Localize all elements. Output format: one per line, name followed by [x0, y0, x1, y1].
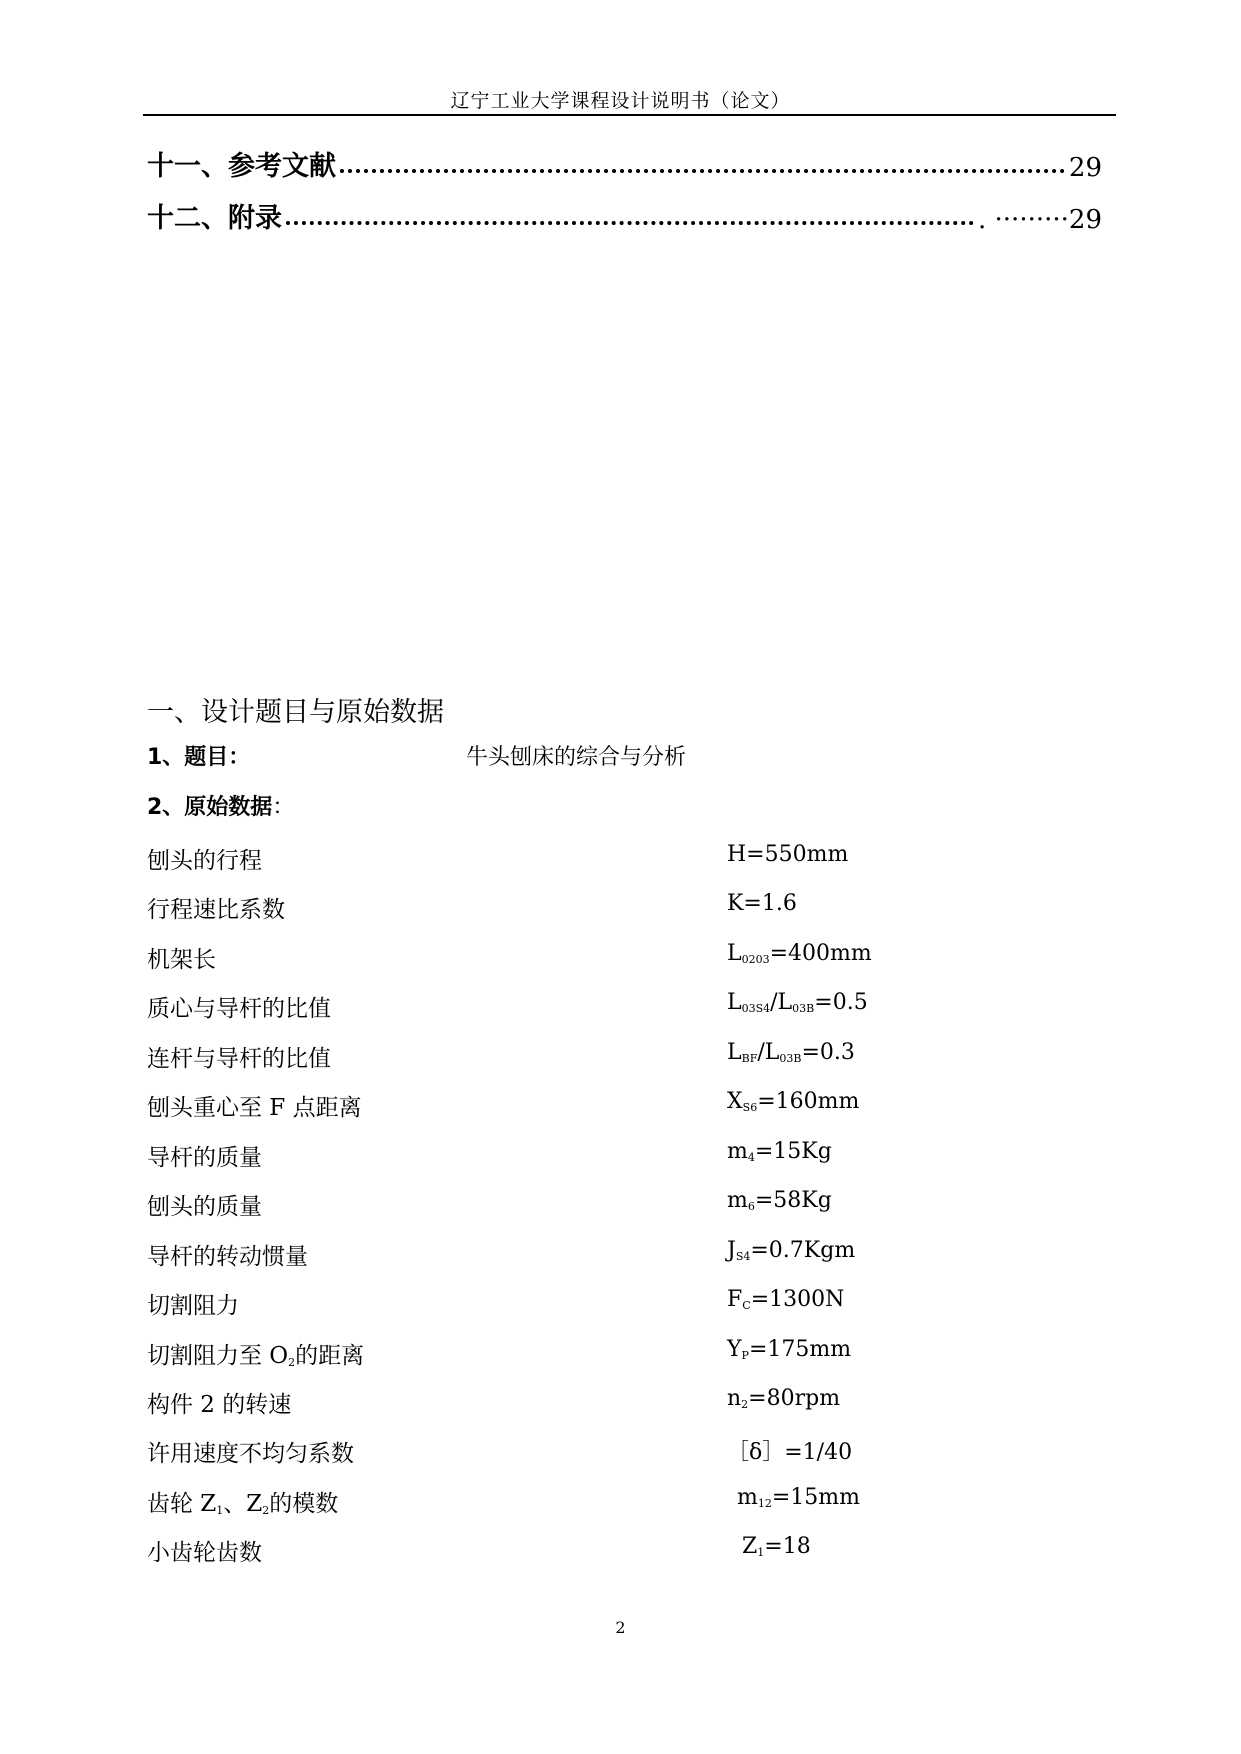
- param-value: $L_{03S4}/L_{03B}=0.5$: [727, 990, 868, 1015]
- param-row: [147, 891, 1097, 925]
- toc-leader-dots: [286, 221, 974, 225]
- section-title: 一、设计题目与原始数据: [147, 697, 444, 728]
- param-value: $Z_1=18$: [742, 1534, 811, 1559]
- data-heading: [147, 790, 294, 821]
- param-row: [147, 1188, 1097, 1222]
- page-number: 2: [615, 1618, 626, 1637]
- param-label: 齿轮 $Z_1$、$Z_2$的模数: [147, 1491, 339, 1517]
- param-value: $n_2=80rpm$: [727, 1386, 841, 1411]
- param-label: 切割阻力至 $O_2$的距离: [147, 1343, 365, 1369]
- param-label: 切割阻力: [147, 1293, 239, 1319]
- toc-label: 十二、附录: [147, 203, 282, 234]
- param-label: 导杆的转动惯量: [147, 1244, 308, 1270]
- param-label: 导杆的质量: [147, 1145, 262, 1171]
- param-value: $L_{BF}/L_{03B}=0.3$: [727, 1040, 855, 1065]
- toc-entry-references[interactable]: [147, 143, 1102, 183]
- param-value: $F_C=1300N$: [727, 1287, 845, 1312]
- param-value: $J_{S4}=0.7Kgm$: [727, 1238, 856, 1263]
- param-label: 质心与导杆的比值: [147, 996, 331, 1022]
- toc-leader-dots: [340, 169, 1065, 173]
- param-row: [147, 1139, 1097, 1173]
- param-value: $m_6=58Kg$: [727, 1188, 832, 1213]
- param-row: [147, 1386, 1097, 1420]
- param-value: $L_{0203}=400mm$: [727, 941, 872, 966]
- param-label: 连杆与导杆的比值: [147, 1046, 331, 1072]
- param-label: 刨头的行程: [147, 848, 262, 874]
- param-row: [147, 941, 1097, 975]
- document-header: 辽宁工业大学课程设计说明书（论文）: [450, 90, 791, 112]
- param-value: $m_{12}=15mm$: [737, 1485, 861, 1510]
- data-label-colon: ：: [272, 795, 295, 820]
- toc-page-number: . ·········29: [978, 205, 1102, 235]
- param-row: [147, 1287, 1097, 1321]
- param-row: [147, 990, 1097, 1024]
- param-label: 机架长: [147, 947, 216, 973]
- param-row: [147, 1040, 1097, 1074]
- param-value: H=550mm: [727, 842, 849, 867]
- param-label: 构件 2 的转速: [147, 1392, 292, 1418]
- param-value: $Y_P=175mm$: [727, 1337, 852, 1362]
- param-row: [147, 1238, 1097, 1272]
- param-row: [147, 1485, 1097, 1519]
- param-row: [147, 1534, 1097, 1568]
- param-label: 小齿轮齿数: [147, 1540, 262, 1566]
- toc-page-number: 29: [1068, 153, 1102, 183]
- param-label: 行程速比系数: [147, 897, 285, 923]
- topic-row: [147, 740, 747, 771]
- param-value: $X_{S6}=160mm$: [727, 1089, 860, 1114]
- param-label: 许用速度不均匀系数: [147, 1441, 354, 1467]
- param-row: [147, 1435, 1097, 1469]
- param-value: $m_4=15Kg$: [727, 1139, 832, 1164]
- param-row: [147, 1337, 1097, 1371]
- header-rule: [143, 114, 1116, 116]
- param-label: 刨头重心至 F 点距离: [147, 1095, 362, 1121]
- param-value: ［δ］=1/40: [727, 1440, 853, 1465]
- param-row: [147, 1089, 1097, 1123]
- topic-label: 1、题目：: [147, 745, 251, 770]
- toc-entry-appendix[interactable]: [147, 195, 1102, 235]
- topic-value: 牛头刨床的综合与分析: [466, 745, 687, 770]
- data-label: 2、原始数据: [147, 795, 273, 820]
- toc-label: 十一、参考文献: [147, 151, 336, 182]
- param-row: [147, 842, 1097, 876]
- param-value: K=1.6: [727, 891, 797, 916]
- param-label: 刨头的质量: [147, 1194, 262, 1220]
